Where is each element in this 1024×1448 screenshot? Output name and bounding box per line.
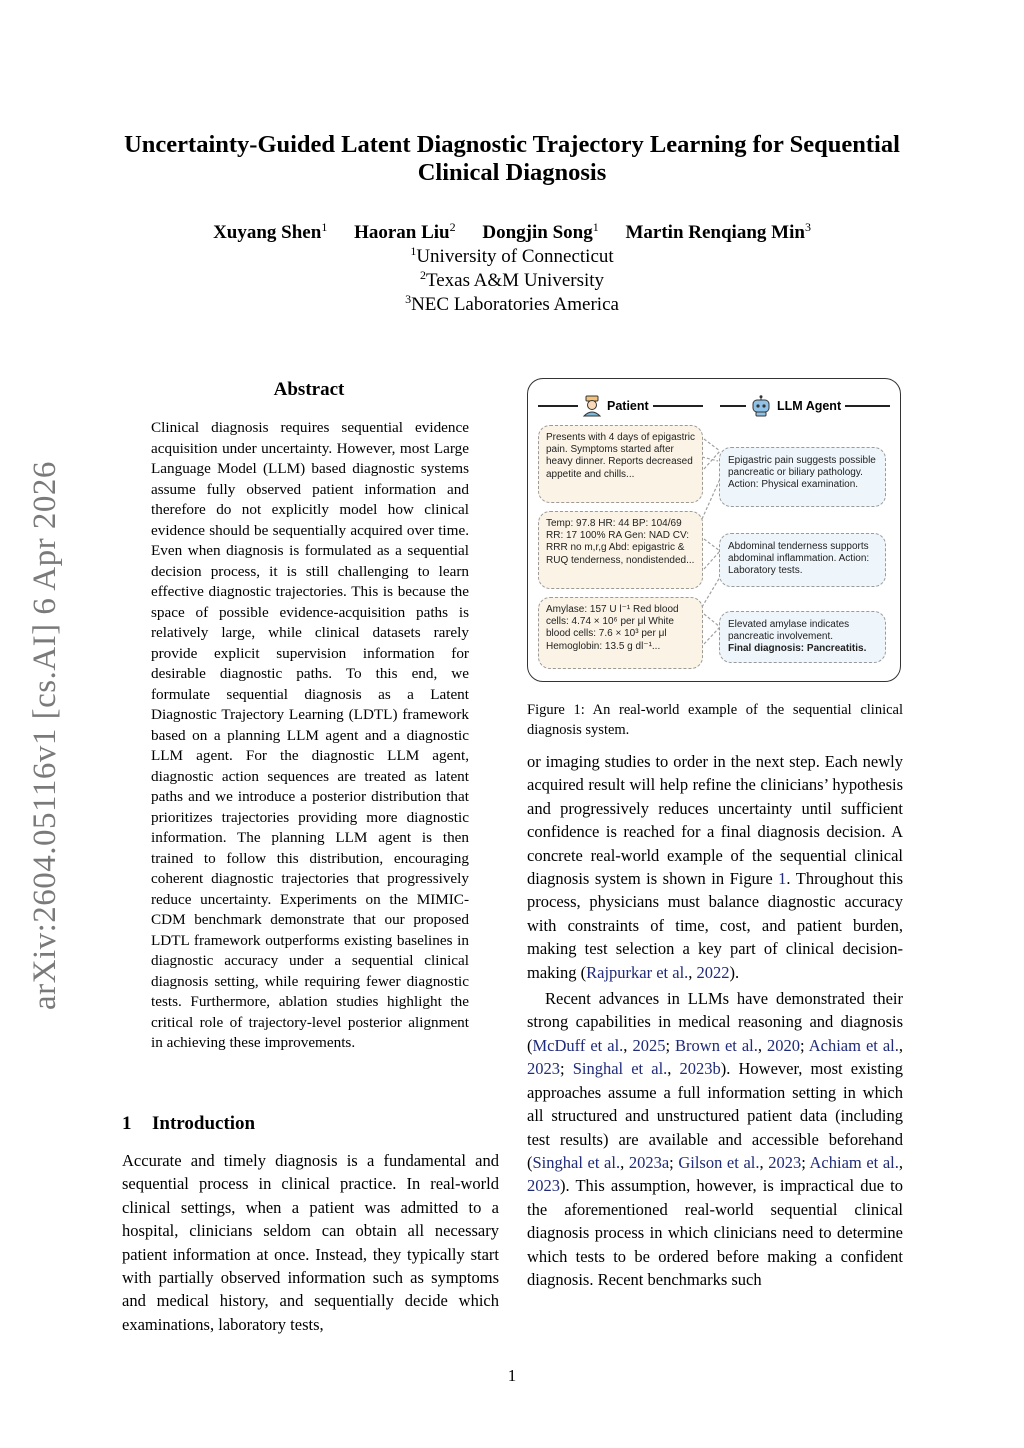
author-name: Xuyang Shen (213, 222, 322, 243)
introduction-paragraph: Recent advances in LLMs have demonstrated their strong capabilities in medical reasoning and diagnosis (McDuff et al., 2025; Brown et al., 2020; Achiam et al., 2023; Singhal et al., 2023b). However, most existing approaches assume a full information setting in which all structured and unstructured patient data (including test results) are available and accessible beforehand (Singhal et al., 2023a; Gilson et al., 2023; Achiam et al., 2023). This assumption, however, is impractical due to the aforementioned real-world sequential clinical diagnosis process in which clinicians need to determine which tests to be ordered before making a confident diagnosis. Recent benchmarks such (527, 989, 904, 1289)
section-title: Introduction (152, 1113, 256, 1134)
citation-link[interactable]: Brown et al., 2020 (675, 1035, 801, 1055)
patient-step-3: Amylase: 157 U l⁻¹ Red blood cells: 4.74 × 10⁶ per μl White blood cells: 7.6 × 10³ per μl Hemoglobin: 13.5 g dl⁻¹... (538, 597, 703, 669)
paper-title: Uncertainty-Guided Latent Diagnostic Trajectory Learning for Sequential Clinical Diagnosis (124, 131, 900, 186)
patient-label: Patient (607, 399, 649, 413)
figure-1-diagram (527, 378, 901, 682)
author-block (0, 221, 1024, 317)
abstract-text: Clinical diagnosis requires sequential evidence acquisition under uncertainty. However, most Large Language Model (LLM) based diagnostic systems assume fully observed patient information and therefore do not explicitly model how clinical evidence should be sequentially acquired over time. Even when diagnosis is formulated as a sequential decision process, it is still challenging to learn effective diagnostic trajectories. This is because the space of possible evidence-acquisition paths is relatively large, while clinical datasets rarely provide explicit supervision information for desirable diagnostic paths. To this end, we formulate sequential diagnosis as a Latent Diagnostic Trajectory Learning (LDTL) framework based on a planning LLM agent and a diagnostic LLM agent. For the diagnostic LLM agent, diagnostic action sequences are treated as latent paths and we introduce a posterior distribution that prioritizes trajectories providing more diagnostic information. The planning LLM agent is then trained to follow this distribution, encouraging coherent diagnostic trajectories that progressively reduce uncertainty. Experiments on the MIMIC-CDM benchmark demonstrate that our proposed LDTL framework outperforms existing baselines in diagnostic accuracy under a sequential clinical diagnosis setting, while requiring fewer diagnostic tests. Furthermore, ablation studies highlight the critical role of trajectory-level posterior alignment in achieving these improvements. (151, 419, 469, 1051)
patient-step-2: Temp: 97.8 HR: 44 BP: 104/69 RR: 17 100% RA Gen: NAD CV: RRR no m,r,g Abd: epigastric & RUQ tenderness, nondistended... (538, 511, 703, 589)
author-affiliation-marker: 1 (321, 220, 328, 234)
affiliation: $^2$Texas A&M University (419, 268, 605, 291)
author-name: Dongjin Song (482, 222, 593, 243)
agent-step-3-text: Elevated amylase indicates pancreatic involvement. (728, 619, 850, 643)
citation-link[interactable]: Singhal et al., 2023b (572, 1059, 721, 1079)
affiliation: $^1$University of Connecticut (410, 244, 614, 267)
citation-link[interactable]: Gilson et al., 2023 (678, 1152, 802, 1172)
introduction-right-column (527, 750, 903, 1291)
agent-label: LLM Agent (777, 399, 842, 413)
figure-reference-link[interactable]: 1 (778, 869, 787, 889)
author-name: Haoran Liu (354, 222, 450, 243)
agent-step-1: Epigastric pain suggests possible pancreatic or biliary pathology. Action: Physical examination. (719, 447, 886, 507)
citation-link[interactable]: Achiam et al., 2023 (527, 1035, 904, 1079)
author-affiliation-marker: 1 (592, 220, 599, 234)
author-affiliation-marker: 3 (804, 220, 811, 234)
arxiv-identifier: arXiv:2604.05116v1 [cs.AI] 6 Apr 2026 (27, 461, 63, 1010)
agent-step-2: Abdominal tenderness supports abdominal inflammation. Action: Laboratory tests. (719, 533, 886, 587)
author-affiliation-marker: 2 (449, 220, 456, 234)
abstract-heading: Abstract (273, 379, 345, 400)
patient-icon (582, 395, 602, 417)
author-name: Martin Renqiang Min (625, 222, 805, 243)
agent-header (720, 393, 890, 419)
affiliation: $^3$NEC Laboratories America (405, 292, 619, 315)
robot-icon (750, 395, 772, 417)
section-heading-introduction (122, 1112, 255, 1136)
author-list (0, 221, 1024, 245)
agent-step-3 (719, 611, 886, 663)
citation-link[interactable]: Achiam et al., 2023 (527, 1152, 904, 1196)
citation-link[interactable]: Rajpurkar et al., 2022 (586, 962, 730, 982)
page-number: 1 (507, 1366, 517, 1385)
figure-caption: Figure 1: An real-world example of the sequential clinical diagnosis system. (527, 702, 903, 738)
patient-header (538, 393, 703, 419)
citation-link[interactable]: Singhal et al., 2023a (532, 1152, 670, 1172)
patient-step-1: Presents with 4 days of epigastric pain. Symptoms started after heavy dinner. Reports decreased appetite and chills... (538, 425, 703, 503)
citation-link[interactable]: McDuff et al., 2025 (532, 1035, 666, 1055)
section-number: 1 (122, 1113, 132, 1134)
final-diagnosis: Final diagnosis: Pancreatitis. (728, 643, 867, 655)
introduction-paragraph: or imaging studies to order in the next step. Each newly acquired result will help refine the clinicians’ hypothesis and progressively reduces uncertainty until sufficient confidence is reached for a final diagnosis decision. A concrete real-world example of the sequential clinical diagnosis system is shown in Figure 1. Throughout this process, physicians must balance diagnostic accuracy with constraints of time, cost, and patient burden, making test selection a key part of clinical decision-making (Rajpurkar et al., 2022). (527, 752, 903, 982)
introduction-paragraph: Accurate and timely diagnosis is a fundamental and sequential process in clinical practice. In real-world clinical settings, when a patient was admitted to a hospital, clinicians seldom can obtain all necessary patient information at once. Instead, they typically start with partially observed information such as symptoms and medical history, and sequentially decide which examinations, laboratory tests, (122, 1151, 499, 1334)
